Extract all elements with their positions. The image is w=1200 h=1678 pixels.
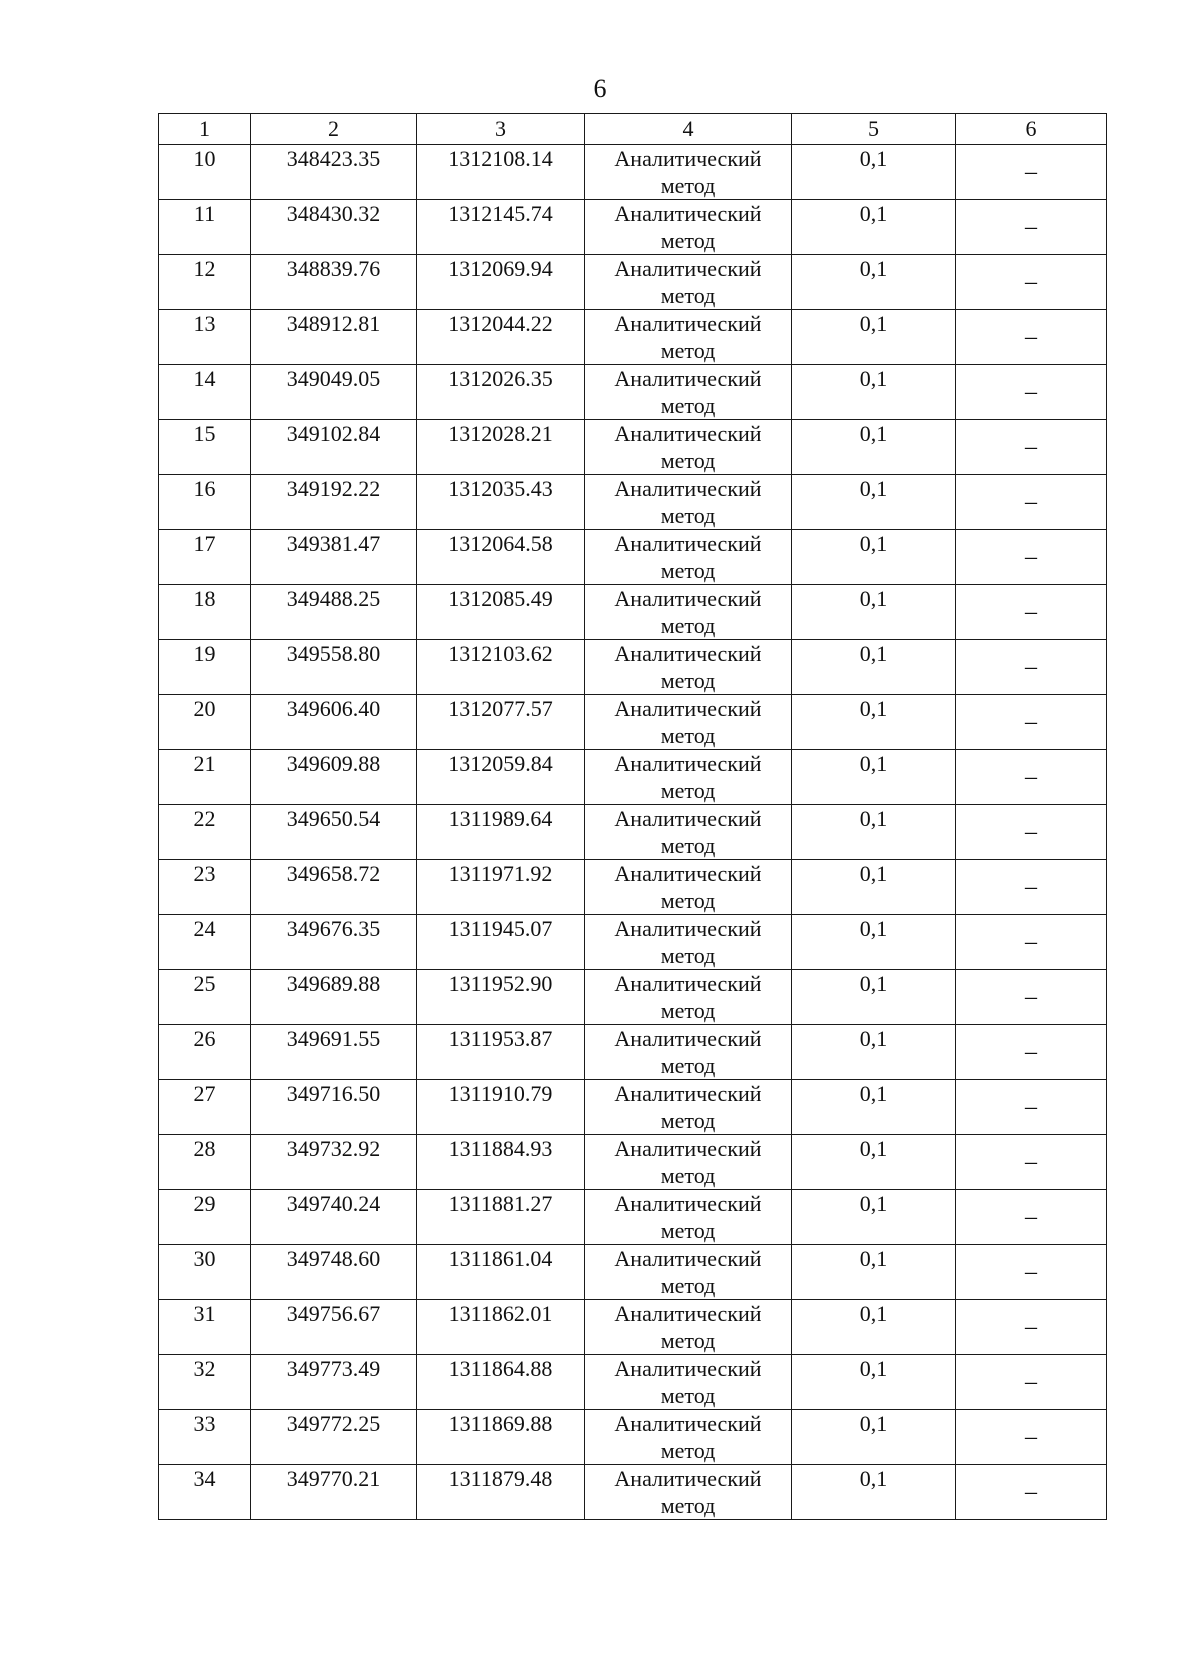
- table-body: [159, 114, 1107, 1520]
- method-line-1: Аналитический: [614, 311, 762, 336]
- x-coordinate-cell: 349488.25: [251, 585, 417, 640]
- method-cell: [585, 1025, 792, 1080]
- point-number-cell: 29: [159, 1190, 251, 1245]
- note-cell: –: [956, 860, 1107, 915]
- point-number-cell: 28: [159, 1135, 251, 1190]
- x-coordinate-cell: 349558.80: [251, 640, 417, 695]
- y-coordinate-cell: 1312028.21: [417, 420, 585, 475]
- note-cell: –: [956, 805, 1107, 860]
- x-coordinate-cell: 348430.32: [251, 200, 417, 255]
- y-coordinate-cell: 1312026.35: [417, 365, 585, 420]
- column-header-3: 3: [417, 114, 585, 145]
- table-row: [159, 750, 1107, 805]
- method-line-2: метод: [660, 1438, 716, 1463]
- x-coordinate-cell: 349609.88: [251, 750, 417, 805]
- method-cell: [585, 1135, 792, 1190]
- note-cell: –: [956, 1245, 1107, 1300]
- table-row: [159, 145, 1107, 200]
- x-coordinate-cell: 349676.35: [251, 915, 417, 970]
- column-header-2: 2: [251, 114, 417, 145]
- method-line-2: метод: [660, 943, 716, 968]
- point-number-cell: 23: [159, 860, 251, 915]
- accuracy-cell: 0,1: [792, 970, 956, 1025]
- table-row: [159, 200, 1107, 255]
- table-row: [159, 860, 1107, 915]
- method-line-2: метод: [660, 668, 716, 693]
- point-number-cell: 14: [159, 365, 251, 420]
- point-number-cell: 33: [159, 1410, 251, 1465]
- method-cell: [585, 255, 792, 310]
- point-number-cell: 32: [159, 1355, 251, 1410]
- table-row: [159, 1245, 1107, 1300]
- method-line-1: Аналитический: [614, 916, 762, 941]
- x-coordinate-cell: 349650.54: [251, 805, 417, 860]
- accuracy-cell: 0,1: [792, 1190, 956, 1245]
- method-cell: [585, 1465, 792, 1520]
- accuracy-cell: 0,1: [792, 310, 956, 365]
- method-line-1: Аналитический: [614, 1411, 762, 1436]
- y-coordinate-cell: 1312077.57: [417, 695, 585, 750]
- method-line-2: метод: [660, 338, 716, 363]
- table-header-row: [159, 114, 1107, 145]
- method-cell: [585, 860, 792, 915]
- method-line-1: Аналитический: [614, 1026, 762, 1051]
- method-cell: [585, 420, 792, 475]
- table-row: [159, 970, 1107, 1025]
- point-number-cell: 24: [159, 915, 251, 970]
- method-line-1: Аналитический: [614, 751, 762, 776]
- method-line-2: метод: [660, 228, 716, 253]
- note-cell: –: [956, 255, 1107, 310]
- x-coordinate-cell: 349772.25: [251, 1410, 417, 1465]
- y-coordinate-cell: 1311881.27: [417, 1190, 585, 1245]
- point-number-cell: 20: [159, 695, 251, 750]
- point-number-cell: 16: [159, 475, 251, 530]
- note-cell: –: [956, 310, 1107, 365]
- note-cell: –: [956, 1300, 1107, 1355]
- table-row: [159, 640, 1107, 695]
- x-coordinate-cell: 348912.81: [251, 310, 417, 365]
- note-cell: –: [956, 585, 1107, 640]
- method-line-2: метод: [660, 998, 716, 1023]
- method-line-2: метод: [660, 833, 716, 858]
- point-number-cell: 22: [159, 805, 251, 860]
- point-number-cell: 15: [159, 420, 251, 475]
- method-cell: [585, 1190, 792, 1245]
- note-cell: –: [956, 1465, 1107, 1520]
- method-line-2: метод: [660, 173, 716, 198]
- note-cell: –: [956, 1190, 1107, 1245]
- point-number-cell: 30: [159, 1245, 251, 1300]
- method-cell: [585, 145, 792, 200]
- x-coordinate-cell: 349732.92: [251, 1135, 417, 1190]
- column-header-1: 1: [159, 114, 251, 145]
- method-line-1: Аналитический: [614, 1301, 762, 1326]
- method-line-1: Аналитический: [614, 531, 762, 556]
- method-cell: [585, 970, 792, 1025]
- point-number-cell: 17: [159, 530, 251, 585]
- note-cell: –: [956, 915, 1107, 970]
- method-cell: [585, 805, 792, 860]
- y-coordinate-cell: 1311945.07: [417, 915, 585, 970]
- method-line-1: Аналитический: [614, 641, 762, 666]
- table-row: [159, 1300, 1107, 1355]
- point-number-cell: 19: [159, 640, 251, 695]
- point-number-cell: 34: [159, 1465, 251, 1520]
- table-row: [159, 915, 1107, 970]
- accuracy-cell: 0,1: [792, 1135, 956, 1190]
- accuracy-cell: 0,1: [792, 1245, 956, 1300]
- note-cell: –: [956, 1355, 1107, 1410]
- y-coordinate-cell: 1311910.79: [417, 1080, 585, 1135]
- x-coordinate-cell: 349689.88: [251, 970, 417, 1025]
- method-cell: [585, 365, 792, 420]
- x-coordinate-cell: 349773.49: [251, 1355, 417, 1410]
- x-coordinate-cell: 349102.84: [251, 420, 417, 475]
- x-coordinate-cell: 349740.24: [251, 1190, 417, 1245]
- y-coordinate-cell: 1312103.62: [417, 640, 585, 695]
- table-row: [159, 365, 1107, 420]
- method-line-1: Аналитический: [614, 366, 762, 391]
- table-row: [159, 695, 1107, 750]
- table-row: [159, 1355, 1107, 1410]
- accuracy-cell: 0,1: [792, 750, 956, 805]
- method-line-2: метод: [660, 448, 716, 473]
- y-coordinate-cell: 1312035.43: [417, 475, 585, 530]
- point-number-cell: 31: [159, 1300, 251, 1355]
- method-line-2: метод: [660, 1383, 716, 1408]
- method-line-1: Аналитический: [614, 1136, 762, 1161]
- accuracy-cell: 0,1: [792, 475, 956, 530]
- table-row: [159, 805, 1107, 860]
- column-header-4: 4: [585, 114, 792, 145]
- x-coordinate-cell: 348839.76: [251, 255, 417, 310]
- method-line-2: метод: [660, 1053, 716, 1078]
- y-coordinate-cell: 1311884.93: [417, 1135, 585, 1190]
- accuracy-cell: 0,1: [792, 420, 956, 475]
- note-cell: –: [956, 1135, 1107, 1190]
- table-row: [159, 1410, 1107, 1465]
- accuracy-cell: 0,1: [792, 915, 956, 970]
- method-line-2: метод: [660, 558, 716, 583]
- table-row: [159, 530, 1107, 585]
- note-cell: –: [956, 365, 1107, 420]
- method-cell: [585, 1300, 792, 1355]
- accuracy-cell: 0,1: [792, 1025, 956, 1080]
- method-line-2: метод: [660, 1218, 716, 1243]
- method-line-2: метод: [660, 1108, 716, 1133]
- y-coordinate-cell: 1311862.01: [417, 1300, 585, 1355]
- method-line-2: метод: [660, 888, 716, 913]
- note-cell: –: [956, 1080, 1107, 1135]
- method-line-2: метод: [660, 613, 716, 638]
- point-number-cell: 25: [159, 970, 251, 1025]
- method-line-1: Аналитический: [614, 421, 762, 446]
- method-line-2: метод: [660, 723, 716, 748]
- note-cell: –: [956, 970, 1107, 1025]
- accuracy-cell: 0,1: [792, 860, 956, 915]
- method-line-1: Аналитический: [614, 1246, 762, 1271]
- note-cell: –: [956, 530, 1107, 585]
- accuracy-cell: 0,1: [792, 1465, 956, 1520]
- note-cell: –: [956, 420, 1107, 475]
- x-coordinate-cell: 348423.35: [251, 145, 417, 200]
- table-row: [159, 1025, 1107, 1080]
- y-coordinate-cell: 1312108.14: [417, 145, 585, 200]
- method-line-1: Аналитический: [614, 256, 762, 281]
- x-coordinate-cell: 349658.72: [251, 860, 417, 915]
- method-line-1: Аналитический: [614, 696, 762, 721]
- method-cell: [585, 1355, 792, 1410]
- note-cell: –: [956, 750, 1107, 805]
- x-coordinate-cell: 349049.05: [251, 365, 417, 420]
- note-cell: –: [956, 200, 1107, 255]
- y-coordinate-cell: 1311861.04: [417, 1245, 585, 1300]
- note-cell: –: [956, 695, 1107, 750]
- point-number-cell: 26: [159, 1025, 251, 1080]
- method-line-2: метод: [660, 1493, 716, 1518]
- method-line-2: метод: [660, 1273, 716, 1298]
- accuracy-cell: 0,1: [792, 1080, 956, 1135]
- table-row: [159, 420, 1107, 475]
- method-cell: [585, 530, 792, 585]
- method-cell: [585, 310, 792, 365]
- point-number-cell: 12: [159, 255, 251, 310]
- note-cell: –: [956, 1410, 1107, 1465]
- y-coordinate-cell: 1311989.64: [417, 805, 585, 860]
- point-number-cell: 18: [159, 585, 251, 640]
- method-line-1: Аналитический: [614, 146, 762, 171]
- x-coordinate-cell: 349192.22: [251, 475, 417, 530]
- accuracy-cell: 0,1: [792, 585, 956, 640]
- method-line-1: Аналитический: [614, 806, 762, 831]
- column-header-6: 6: [956, 114, 1107, 145]
- note-cell: –: [956, 145, 1107, 200]
- accuracy-cell: 0,1: [792, 695, 956, 750]
- method-line-1: Аналитический: [614, 476, 762, 501]
- accuracy-cell: 0,1: [792, 145, 956, 200]
- y-coordinate-cell: 1312069.94: [417, 255, 585, 310]
- y-coordinate-cell: 1311869.88: [417, 1410, 585, 1465]
- y-coordinate-cell: 1311971.92: [417, 860, 585, 915]
- method-cell: [585, 640, 792, 695]
- note-cell: –: [956, 475, 1107, 530]
- note-cell: –: [956, 1025, 1107, 1080]
- table-row: [159, 255, 1107, 310]
- method-cell: [585, 695, 792, 750]
- point-number-cell: 11: [159, 200, 251, 255]
- x-coordinate-cell: 349756.67: [251, 1300, 417, 1355]
- x-coordinate-cell: 349606.40: [251, 695, 417, 750]
- method-line-1: Аналитический: [614, 1191, 762, 1216]
- method-line-1: Аналитический: [614, 586, 762, 611]
- method-cell: [585, 915, 792, 970]
- accuracy-cell: 0,1: [792, 365, 956, 420]
- method-cell: [585, 1410, 792, 1465]
- method-line-1: Аналитический: [614, 971, 762, 996]
- table-row: [159, 1190, 1107, 1245]
- method-line-2: метод: [660, 503, 716, 528]
- table-row: [159, 475, 1107, 530]
- method-cell: [585, 1080, 792, 1135]
- point-number-cell: 27: [159, 1080, 251, 1135]
- y-coordinate-cell: 1311952.90: [417, 970, 585, 1025]
- method-line-2: метод: [660, 1328, 716, 1353]
- y-coordinate-cell: 1311864.88: [417, 1355, 585, 1410]
- x-coordinate-cell: 349381.47: [251, 530, 417, 585]
- x-coordinate-cell: 349691.55: [251, 1025, 417, 1080]
- accuracy-cell: 0,1: [792, 1355, 956, 1410]
- method-cell: [585, 750, 792, 805]
- y-coordinate-cell: 1312064.58: [417, 530, 585, 585]
- y-coordinate-cell: 1312059.84: [417, 750, 585, 805]
- table-row: [159, 1135, 1107, 1190]
- y-coordinate-cell: 1311879.48: [417, 1465, 585, 1520]
- accuracy-cell: 0,1: [792, 1300, 956, 1355]
- method-line-1: Аналитический: [614, 1356, 762, 1381]
- x-coordinate-cell: 349748.60: [251, 1245, 417, 1300]
- point-number-cell: 13: [159, 310, 251, 365]
- table-row: [159, 1080, 1107, 1135]
- method-cell: [585, 1245, 792, 1300]
- method-cell: [585, 475, 792, 530]
- column-header-5: 5: [792, 114, 956, 145]
- method-line-2: метод: [660, 283, 716, 308]
- coordinates-table: [158, 113, 1107, 1520]
- method-cell: [585, 200, 792, 255]
- y-coordinate-cell: 1312044.22: [417, 310, 585, 365]
- y-coordinate-cell: 1312085.49: [417, 585, 585, 640]
- accuracy-cell: 0,1: [792, 640, 956, 695]
- x-coordinate-cell: 349716.50: [251, 1080, 417, 1135]
- x-coordinate-cell: 349770.21: [251, 1465, 417, 1520]
- y-coordinate-cell: 1311953.87: [417, 1025, 585, 1080]
- accuracy-cell: 0,1: [792, 200, 956, 255]
- method-line-2: метод: [660, 778, 716, 803]
- method-line-1: Аналитический: [614, 861, 762, 886]
- method-line-1: Аналитический: [614, 1466, 762, 1491]
- note-cell: –: [956, 640, 1107, 695]
- point-number-cell: 21: [159, 750, 251, 805]
- page-number: 6: [593, 74, 607, 103]
- method-line-2: метод: [660, 1163, 716, 1188]
- accuracy-cell: 0,1: [792, 530, 956, 585]
- method-line-2: метод: [660, 393, 716, 418]
- accuracy-cell: 0,1: [792, 1410, 956, 1465]
- point-number-cell: 10: [159, 145, 251, 200]
- accuracy-cell: 0,1: [792, 805, 956, 860]
- method-line-1: Аналитический: [614, 201, 762, 226]
- accuracy-cell: 0,1: [792, 255, 956, 310]
- table-row: [159, 1465, 1107, 1520]
- method-cell: [585, 585, 792, 640]
- table-row: [159, 585, 1107, 640]
- method-line-1: Аналитический: [614, 1081, 762, 1106]
- table-row: [159, 310, 1107, 365]
- y-coordinate-cell: 1312145.74: [417, 200, 585, 255]
